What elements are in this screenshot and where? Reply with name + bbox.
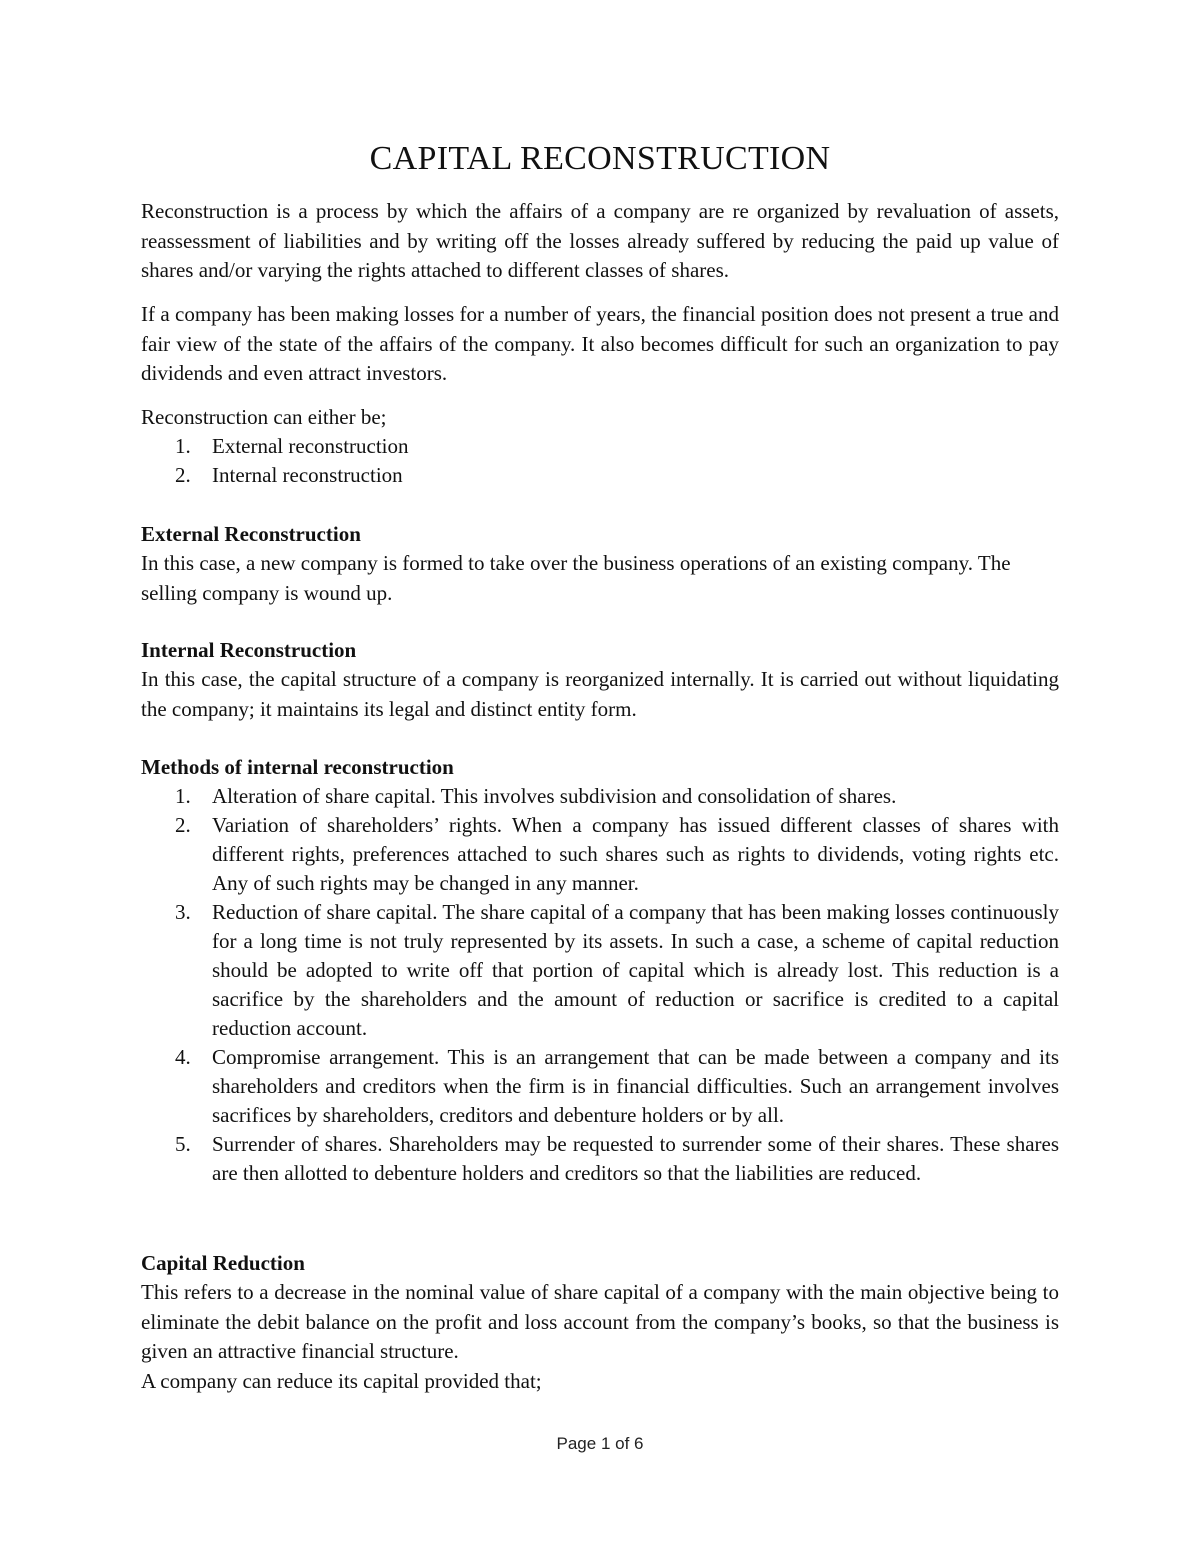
intro-paragraph-2: If a company has been making losses for a number of years, the financial position does not present a true and fair view of the state of the affairs of the company. It also becomes difficult for such an organization to pay dividends and even attract investors. (141, 302, 1059, 385)
list-item: 1. Alteration of share capital. This involves subdivision and consolidation of shares. (175, 784, 897, 808)
reconstruction-types-list (141, 432, 1059, 490)
page-title: CAPITAL RECONSTRUCTION (369, 140, 831, 177)
list-item: 3. Reduction of share capital. The share capital of a company that has been making losses continuously for a long time is not truly represented by its assets. In such a case, a scheme of capital reduction should be adopted to write off that portion of capital which is already lost. This reduction is a sacrifice by the shareholders and the amount of reduction or sacrifice is credited to a capital reduction account. (175, 900, 1059, 1040)
intro-paragraph-1: Reconstruction is a process by which the affairs of a company are re organized by revaluation of assets, reassessment of liabilities and by writing off the losses already suffered by reducing the paid up value of shares and/or varying the rights attached to different classes of shares. (141, 199, 1059, 282)
list-item: 4. Compromise arrangement. This is an arrangement that can be made between a company and its shareholders and creditors when the firm is in financial difficulties. Such an arrangement involves sacrifices by shareholders, creditors and debenture holders or by all. (175, 1045, 1059, 1127)
page-number-footer: Page 1 of 6 (556, 1434, 644, 1453)
external-reconstruction-text: In this case, a new company is formed to take over the business operations of an existing company. The selling company is wound up. (141, 551, 1011, 605)
capital-reduction-text: This refers to a decrease in the nominal value of share capital of a company with the main objective being to eliminate the debit balance on the profit and loss account from the company’s books, so that the business is given an attractive financial structure. (141, 1280, 1059, 1363)
methods-list (141, 782, 1059, 1188)
external-reconstruction-heading: External Reconstruction (141, 522, 361, 546)
internal-reconstruction-heading: Internal Reconstruction (141, 638, 357, 662)
list-item: 5. Surrender of shares. Shareholders may be requested to surrender some of their shares. These shares are then allotted to debenture holders and creditors so that the liabilities are reduced. (175, 1132, 1059, 1185)
internal-reconstruction-text: In this case, the capital structure of a company is reorganized internally. It is carried out without liquidating the company; it maintains its legal and distinct entity form. (141, 667, 1059, 721)
methods-heading: Methods of internal reconstruction (141, 755, 454, 779)
capital-reduction-text-2: A company can reduce its capital provided that; (141, 1369, 542, 1393)
list-item: 2. Variation of shareholders’ rights. When a company has issued different classes of shares with different rights, preferences attached to such shares such as rights to dividends, voting rights etc. Any of such rights may be changed in any manner. (175, 813, 1059, 895)
list-item: 2. Internal reconstruction (175, 463, 403, 487)
list-item: 1. External reconstruction (175, 434, 409, 458)
intro-paragraph-3: Reconstruction can either be; (141, 405, 387, 429)
capital-reduction-heading: Capital Reduction (141, 1251, 305, 1275)
